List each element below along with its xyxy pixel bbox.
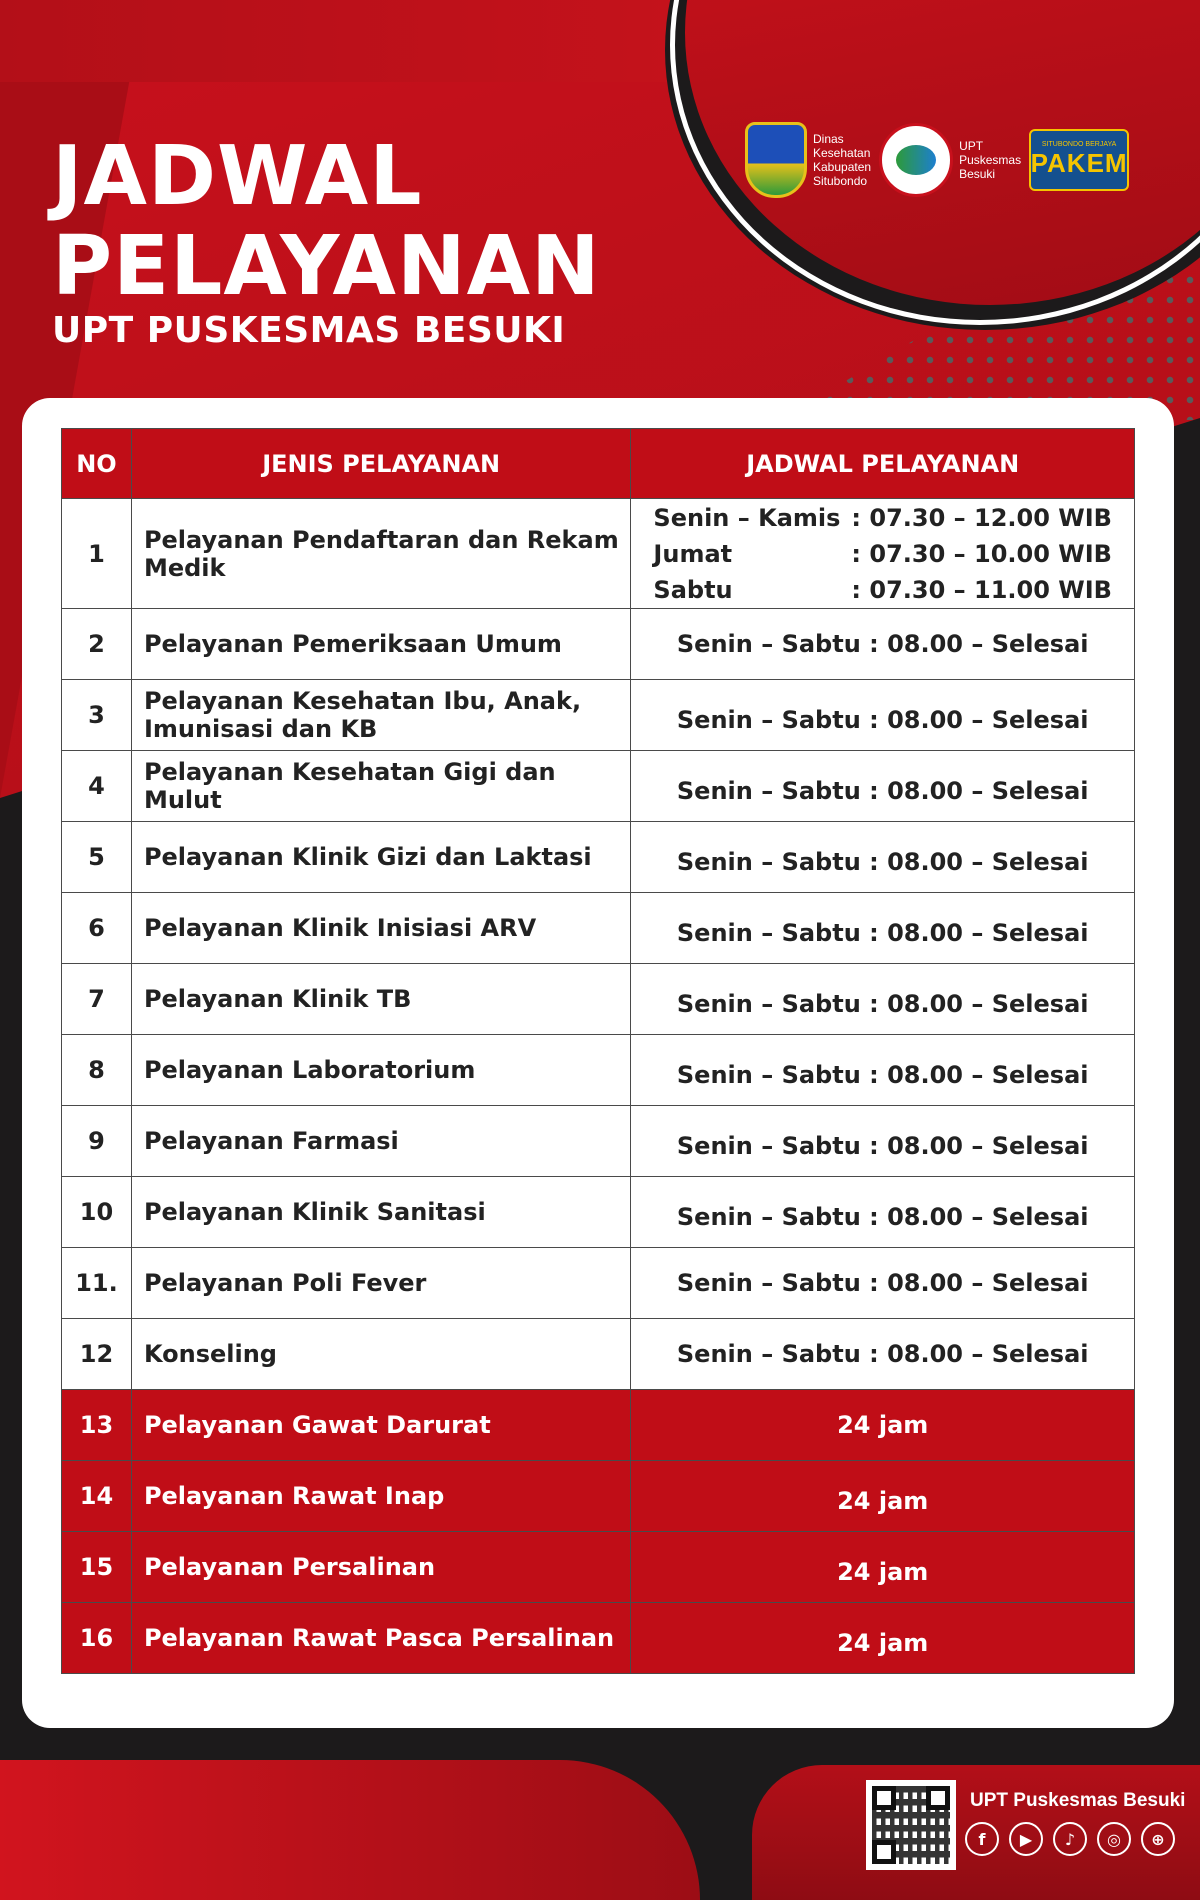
row-no: 15 (62, 1532, 132, 1603)
pakem-logo: SITUBONDO BERJAYA PAKEM (1029, 129, 1129, 191)
row-schedule: 24 jam (631, 1603, 1135, 1674)
logo-bar (745, 115, 1175, 205)
row-schedule: Senin – Sabtu : 08.00 – Selesai (631, 751, 1135, 822)
table-row (62, 1319, 1135, 1390)
row-schedule: Senin – Sabtu : 08.00 – Selesai (631, 680, 1135, 751)
row-no: 6 (62, 893, 132, 964)
row-schedule: 24 jam (631, 1532, 1135, 1603)
row-schedule: Senin – Sabtu : 08.00 – Selesai (631, 1177, 1135, 1248)
row-service: Konseling (131, 1319, 630, 1390)
row-schedule: Senin – Sabtu : 08.00 – Selesai (631, 893, 1135, 964)
instagram-icon[interactable]: ◎ (1097, 1822, 1131, 1856)
row-no: 11. (62, 1248, 132, 1319)
globe-icon[interactable]: ⊕ (1141, 1822, 1175, 1856)
schedule-line: Sabtu : 07.30 – 11.00 WIB (653, 575, 1112, 604)
row-service: Pelayanan Kesehatan Ibu, Anak, Imunisasi dan KB (131, 680, 630, 751)
row-schedule (631, 499, 1135, 609)
row-service: Pelayanan Farmasi (131, 1106, 630, 1177)
table-row (62, 680, 1135, 751)
row-service: Pelayanan Laboratorium (131, 1035, 630, 1106)
row-no: 1 (62, 499, 132, 609)
row-service: Pelayanan Gawat Darurat (131, 1390, 630, 1461)
row-no: 10 (62, 1177, 132, 1248)
tiktok-icon[interactable]: ♪ (1053, 1822, 1087, 1856)
row-service: Pelayanan Klinik Gizi dan Laktasi (131, 822, 630, 893)
table-row (62, 609, 1135, 680)
row-no: 12 (62, 1319, 132, 1390)
puskesmas-emblem-icon (879, 123, 953, 197)
row-service: Pelayanan Poli Fever (131, 1248, 630, 1319)
row-service: Pelayanan Persalinan (131, 1532, 630, 1603)
schedule-line: Senin – Kamis : 07.30 – 12.00 WIB (653, 503, 1112, 532)
row-no: 2 (62, 609, 132, 680)
footer-name: UPT Puskesmas Besuki (970, 1790, 1186, 1811)
row-no: 3 (62, 680, 132, 751)
page-title (52, 129, 601, 314)
row-no: 4 (62, 751, 132, 822)
table-row (62, 751, 1135, 822)
table-row (62, 1035, 1135, 1106)
header-schedule: JADWAL PELAYANAN (631, 429, 1135, 499)
table-row (62, 1177, 1135, 1248)
schedule-table (61, 428, 1135, 1674)
row-service: Pelayanan Rawat Inap (131, 1461, 630, 1532)
row-service: Pelayanan Pendaftaran dan Rekam Medik (131, 499, 630, 609)
table-row (62, 1603, 1135, 1674)
row-no: 16 (62, 1603, 132, 1674)
row-service: Pelayanan Rawat Pasca Persalinan (131, 1603, 630, 1674)
row-schedule: Senin – Sabtu : 08.00 – Selesai (631, 1106, 1135, 1177)
title-line-1: JADWAL (52, 129, 423, 224)
table-row (62, 1248, 1135, 1319)
facebook-icon[interactable]: f (965, 1822, 999, 1856)
table-header-row (62, 429, 1135, 499)
table-row (62, 1106, 1135, 1177)
table-row (62, 893, 1135, 964)
row-schedule: 24 jam (631, 1390, 1135, 1461)
row-schedule: Senin – Sabtu : 08.00 – Selesai (631, 1248, 1135, 1319)
table-row (62, 1390, 1135, 1461)
dinkes-logo-text: Dinas Kesehatan Kabupaten Situbondo (813, 132, 872, 188)
row-no: 5 (62, 822, 132, 893)
bottom-red-shape (0, 1760, 700, 1900)
puskesmas-logo (879, 123, 1021, 197)
table-row (62, 1532, 1135, 1603)
row-service: Pelayanan Klinik TB (131, 964, 630, 1035)
row-no: 8 (62, 1035, 132, 1106)
situbondo-emblem-icon (745, 122, 807, 198)
row-service: Pelayanan Klinik Inisiasi ARV (131, 893, 630, 964)
table-row (62, 1461, 1135, 1532)
dinkes-logo (745, 122, 871, 198)
row-no: 9 (62, 1106, 132, 1177)
page-subtitle: UPT PUSKESMAS BESUKI (52, 310, 566, 351)
schedule-line: Jumat : 07.30 – 10.00 WIB (653, 539, 1112, 568)
row-no: 13 (62, 1390, 132, 1461)
puskesmas-logo-text: UPT Puskesmas Besuki (959, 139, 1022, 181)
row-service: Pelayanan Kesehatan Gigi dan Mulut (131, 751, 630, 822)
row-no: 7 (62, 964, 132, 1035)
row-schedule: Senin – Sabtu : 08.00 – Selesai (631, 1035, 1135, 1106)
header-no: NO (62, 429, 132, 499)
header-service: JENIS PELAYANAN (131, 429, 630, 499)
title-line-2: PELAYANAN (52, 219, 601, 314)
youtube-icon[interactable]: ▶ (1009, 1822, 1043, 1856)
row-schedule: Senin – Sabtu : 08.00 – Selesai (631, 1319, 1135, 1390)
schedule-lines (653, 500, 1112, 608)
qr-code-icon[interactable] (866, 1780, 956, 1870)
table-row (62, 822, 1135, 893)
social-links (965, 1822, 1175, 1856)
row-schedule: 24 jam (631, 1461, 1135, 1532)
table-row (62, 499, 1135, 609)
row-schedule: Senin – Sabtu : 08.00 – Selesai (631, 822, 1135, 893)
table-row (62, 964, 1135, 1035)
row-service: Pelayanan Klinik Sanitasi (131, 1177, 630, 1248)
row-no: 14 (62, 1461, 132, 1532)
row-service: Pelayanan Pemeriksaan Umum (131, 609, 630, 680)
row-schedule: Senin – Sabtu : 08.00 – Selesai (631, 609, 1135, 680)
row-schedule: Senin – Sabtu : 08.00 – Selesai (631, 964, 1135, 1035)
